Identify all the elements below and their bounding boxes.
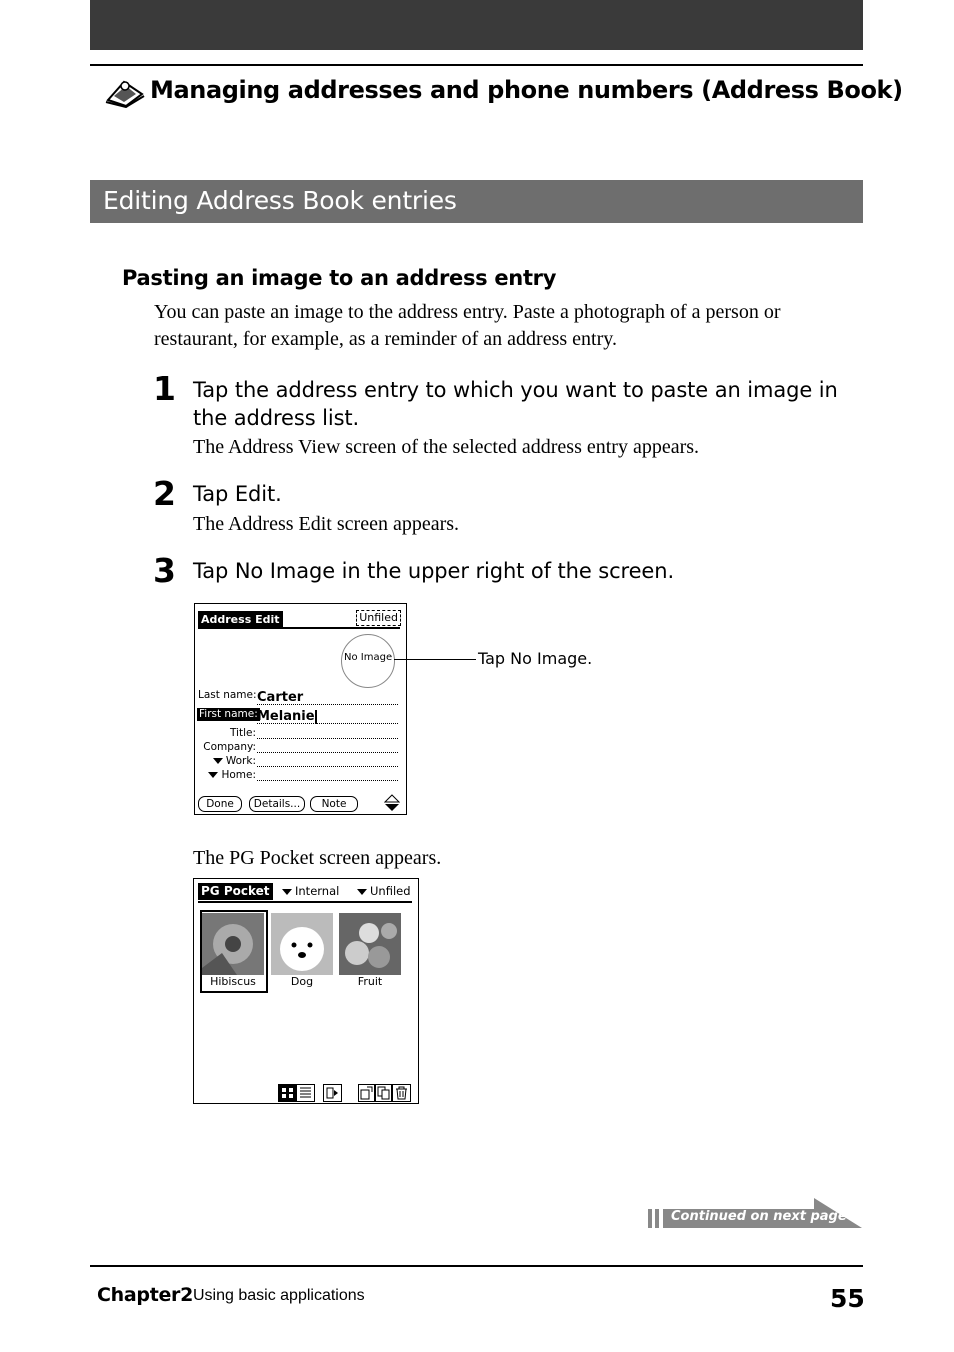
thumbnail-label: Hibiscus [210, 975, 256, 988]
details-button[interactable]: Details... [249, 796, 305, 812]
step-number: 1 [153, 369, 176, 408]
category-value: Unfiled [370, 884, 411, 898]
step-description: The Address Edit screen appears. [193, 513, 460, 535]
header-rule [90, 64, 863, 66]
thumbnail-label: Fruit [357, 975, 383, 988]
hibiscus-thumbnail[interactable] [202, 913, 264, 975]
dropdown-arrow-icon [282, 889, 292, 895]
home-label-text: Home: [221, 769, 256, 781]
copy-icon[interactable] [375, 1084, 392, 1102]
chapter-title: Managing addresses and phone numbers (Address Book) [150, 76, 903, 104]
category-selector[interactable]: Unfiled [356, 610, 401, 626]
chapter-subtitle: Using basic applications [193, 1287, 365, 1304]
step-text: Tap No Image in the upper right of the screen. [193, 559, 675, 583]
text-cursor [315, 710, 317, 724]
dropdown-arrow-icon [357, 889, 367, 895]
callout-label: Tap No Image. [478, 649, 593, 668]
step-description: The PG Pocket screen appears. [193, 847, 442, 869]
fruit-thumbnail[interactable] [339, 913, 401, 975]
step-description: The Address View screen of the selected address entry appears. [193, 436, 700, 458]
address-book-icon [104, 76, 146, 108]
work-label[interactable] [213, 755, 256, 767]
first-name-text: Melanie [257, 709, 315, 724]
callout-line [394, 659, 476, 660]
screen-title: PG Pocket [198, 883, 273, 900]
thumbnail-label: Dog [290, 975, 314, 988]
last-name-label: Last name: [198, 689, 257, 701]
section-title: Editing Address Book entries [103, 186, 457, 215]
step-text: Tap the address entry to which you want to paste an image in the address list. [193, 378, 838, 430]
home-label[interactable] [208, 769, 256, 781]
step-text: Tap Edit. [193, 482, 282, 506]
chapter-label: Chapter2 [97, 1284, 194, 1306]
first-name-label: First name: [199, 708, 258, 720]
dropdown-arrow-icon [208, 772, 218, 778]
home-field[interactable] [257, 780, 398, 781]
company-label: Company: [203, 741, 256, 753]
page-number: 55 [830, 1284, 865, 1313]
scroll-arrows-icon[interactable] [384, 794, 400, 812]
last-name-value[interactable]: Carter [257, 690, 304, 705]
work-field[interactable] [257, 766, 398, 767]
category-dropdown[interactable] [357, 884, 411, 898]
header-bar [90, 0, 863, 50]
thumbnail-view-icon[interactable] [278, 1084, 297, 1102]
company-field[interactable] [257, 752, 398, 753]
step-number: 3 [153, 551, 176, 590]
work-label-text: Work: [225, 755, 256, 767]
title-underline [198, 901, 412, 903]
dropdown-arrow-icon [213, 758, 223, 764]
location-value: Internal [295, 884, 340, 898]
trash-icon[interactable] [392, 1084, 411, 1102]
slideshow-icon[interactable] [323, 1084, 342, 1102]
last-name-line [257, 704, 398, 705]
address-edit-screen [194, 603, 407, 815]
continued-label: Continued on next page [671, 1209, 847, 1224]
done-button[interactable]: Done [198, 796, 242, 812]
first-name-line [257, 723, 398, 724]
list-view-icon[interactable] [296, 1084, 315, 1102]
note-button[interactable]: Note [310, 796, 358, 812]
title-label: Title: [229, 727, 256, 739]
step-number: 2 [153, 474, 176, 513]
title-field[interactable] [257, 738, 398, 739]
pg-pocket-screen [193, 878, 419, 1104]
subsection-title: Pasting an image to an address entry [122, 266, 557, 290]
no-image-button[interactable]: No Image [344, 652, 393, 663]
dog-thumbnail[interactable] [271, 913, 333, 975]
title-underline [198, 627, 400, 629]
screen-title: Address Edit [198, 611, 283, 628]
edit-icon[interactable] [358, 1084, 375, 1102]
intro-paragraph: You can paste an image to the address entry. Paste a photograph of a person or restaurant, for example, as a reminder of an address entry. [154, 301, 781, 350]
location-dropdown[interactable] [282, 884, 339, 898]
first-name-value[interactable] [257, 709, 317, 724]
footer-rule [90, 1265, 863, 1267]
